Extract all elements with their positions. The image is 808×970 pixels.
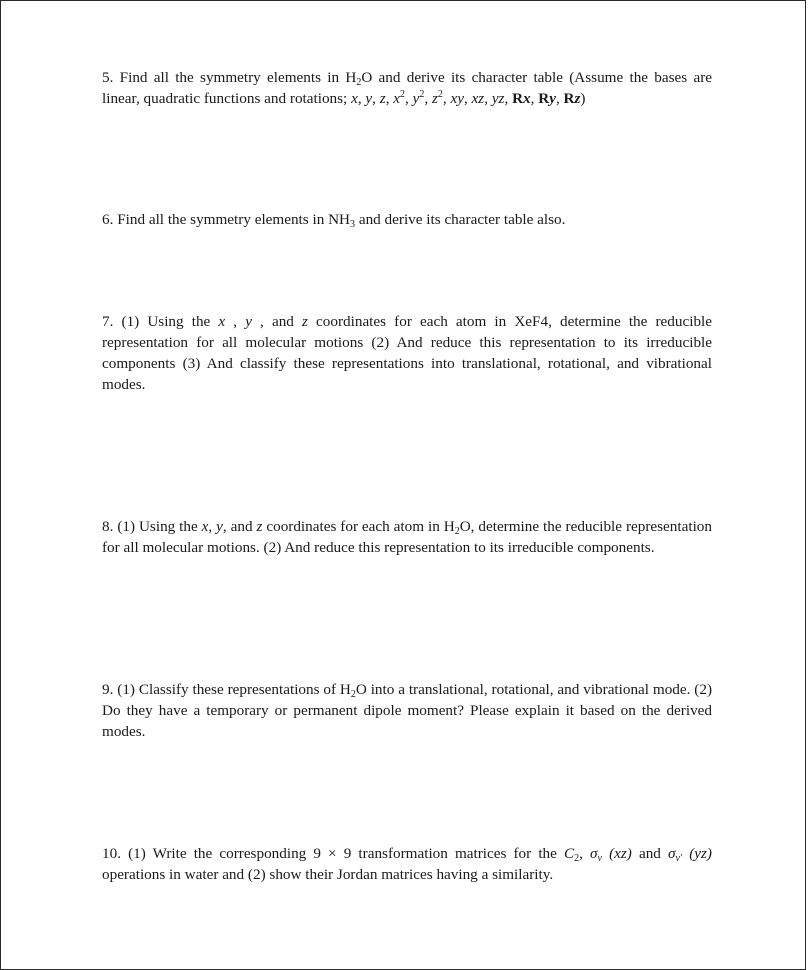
question-7: 7. (1) Using the x , y , and z coordinates for each atom in XeF4, determine the reducible representation for all molecular motions (2) And reduce this representation to its irreducible components (3) And classify these representations into translational, rotational, and vibrational modes. — [102, 313, 712, 393]
question-9: 9. (1) Classify these representations of $H_2O$ into a translational, rotational, and vibrational mode. (2) Do they have a temporary or permanent dipole moment? Please explain it based on the derived modes. — [102, 681, 713, 740]
question-5: 5. Find all the symmetry elements in $H_2O$ and derive its character table (Assume the bases are linear, quadratic functions and rotations; x, y, z, $x^2$, $y^2$, $z^2$, xy, xz, yz, Rx, Ry, Rz) — [102, 69, 713, 107]
question-10: 10. (1) Write the corresponding 9 × 9 transformation matrices for the $C_2$, $\sigma_v$ (xz) and $\sigma_{v'}$ (yz) operations in water and (2) show their Jordan matrices having a similarity. — [102, 845, 712, 883]
question-8: 8. (1) Using the x, y, and z coordinates for each atom in $H_2O$, determine the reducible representation for all molecular motions. (2) And reduce this representation to its irreducible components. — [102, 518, 712, 556]
question-6: 6. Find all the symmetry elements in $NH_3$ and derive its character table also. — [102, 211, 566, 230]
